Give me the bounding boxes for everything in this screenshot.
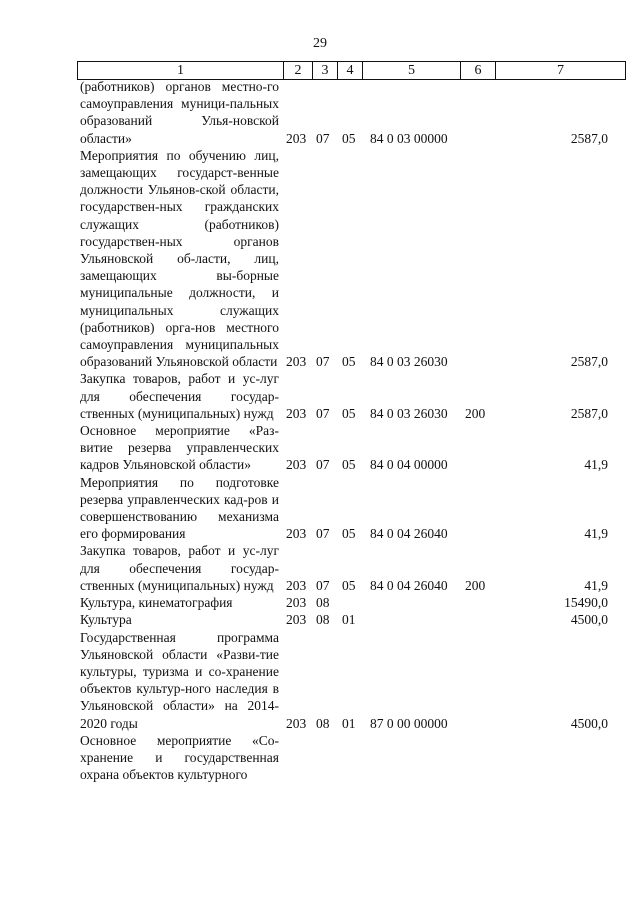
column-header-5: 5 xyxy=(363,62,461,80)
ministry-code: 203 xyxy=(286,354,307,370)
page-number: 29 xyxy=(313,36,327,51)
amount: 2587,0 xyxy=(570,354,608,370)
ministry-code: 203 xyxy=(286,577,307,593)
expense-type-code: 200 xyxy=(465,577,486,593)
row-description: Культура xyxy=(80,612,132,628)
table-row xyxy=(0,594,640,611)
target-article-code: 84 0 03 00000 xyxy=(370,130,448,146)
column-header-2: 2 xyxy=(284,62,313,80)
subsection-code: 05 xyxy=(342,457,356,473)
target-article-code: 84 0 04 00000 xyxy=(370,457,448,473)
target-article-code: 87 0 00 00000 xyxy=(370,715,448,731)
row-description: (работников) органов местно-го самоуправления муници-пальных образований Улья-новской области» xyxy=(80,79,279,146)
section-code: 07 xyxy=(316,457,330,473)
row-description: Основное мероприятие «Раз-витие резерва управленческих кадров Ульяновской области» xyxy=(80,423,279,473)
section-code: 07 xyxy=(316,130,330,146)
row-description: Государственная программа Ульяновской области «Разви-тие культуры, туризма и со-хранение объектов культур-ного наследия в Ульяновской области» на 2014-2020 годы xyxy=(80,629,279,731)
amount: 41,9 xyxy=(584,577,608,593)
expense-type-code: 200 xyxy=(465,405,486,421)
subsection-code: 05 xyxy=(342,130,356,146)
budget-table-body xyxy=(0,78,640,783)
target-article-code: 84 0 04 26040 xyxy=(370,577,448,593)
column-header-6: 6 xyxy=(461,62,496,80)
column-header-4: 4 xyxy=(338,62,363,80)
table-row xyxy=(0,629,640,732)
column-header-3: 3 xyxy=(313,62,338,80)
amount: 4500,0 xyxy=(570,612,608,628)
section-code: 08 xyxy=(316,612,330,628)
section-code: 08 xyxy=(316,595,330,611)
row-codes xyxy=(0,456,640,473)
row-codes xyxy=(0,525,640,542)
amount: 4500,0 xyxy=(570,715,608,731)
table-row xyxy=(0,732,640,784)
subsection-code: 05 xyxy=(342,577,356,593)
amount: 41,9 xyxy=(584,457,608,473)
table-row xyxy=(0,542,640,594)
row-codes xyxy=(0,353,640,370)
section-code: 07 xyxy=(316,405,330,421)
amount: 2587,0 xyxy=(570,405,608,421)
table-row xyxy=(0,147,640,371)
ministry-code: 203 xyxy=(286,457,307,473)
section-code: 07 xyxy=(316,526,330,542)
subsection-code: 05 xyxy=(342,405,356,421)
row-description: Закупка товаров, работ и ус-луг для обеспечения государ-ственных (муниципальных) нужд xyxy=(80,543,279,593)
column-header-1: 1 xyxy=(78,62,284,80)
table-row xyxy=(0,422,640,474)
subsection-code: 05 xyxy=(342,526,356,542)
table-row xyxy=(0,474,640,543)
subsection-code: 01 xyxy=(342,715,356,731)
row-description: Мероприятия по обучению лиц, замещающих государст-венные должности Ульянов-ской области, государствен-ных гражданских служащих (работников) государствен-ных органов Ульяновской об-ласти, лиц, замещающих вы-борные муниципальные должности, и муниципальных служащих (работников) орга-нов местного самоуправления муниципальных образований Ульяновской области xyxy=(80,147,279,370)
row-description: Закупка товаров, работ и ус-луг для обеспечения государ-ственных (муниципальных) нужд xyxy=(80,371,279,421)
row-codes xyxy=(0,611,640,628)
row-description: Мероприятия по подготовке резерва управленческих кад-ров и совершенствованию механизма его формирования xyxy=(80,474,279,542)
ministry-code: 203 xyxy=(286,715,307,731)
section-code: 07 xyxy=(316,354,330,370)
row-codes xyxy=(0,766,640,783)
row-codes xyxy=(0,405,640,422)
section-code: 08 xyxy=(316,715,330,731)
ministry-code: 203 xyxy=(286,612,307,628)
subsection-code: 01 xyxy=(342,612,356,628)
row-description: Основное мероприятие «Со-хранение и государственная охрана объектов культурного xyxy=(80,732,279,783)
amount: 41,9 xyxy=(584,526,608,542)
row-codes xyxy=(0,594,640,611)
row-codes xyxy=(0,577,640,594)
ministry-code: 203 xyxy=(286,130,307,146)
amount: 2587,0 xyxy=(570,130,608,146)
target-article-code: 84 0 03 26030 xyxy=(370,354,448,370)
target-article-code: 84 0 03 26030 xyxy=(370,405,448,421)
column-header-7: 7 xyxy=(496,62,626,80)
table-row xyxy=(0,370,640,422)
table-row xyxy=(0,611,640,628)
target-article-code: 84 0 04 26040 xyxy=(370,526,448,542)
row-codes xyxy=(0,130,640,147)
row-codes xyxy=(0,715,640,732)
ministry-code: 203 xyxy=(286,595,307,611)
amount: 15490,0 xyxy=(564,595,608,611)
table-row xyxy=(0,78,640,147)
row-description: Культура, кинематография xyxy=(80,595,233,611)
ministry-code: 203 xyxy=(286,526,307,542)
subsection-code: 05 xyxy=(342,354,356,370)
ministry-code: 203 xyxy=(286,405,307,421)
section-code: 07 xyxy=(316,577,330,593)
